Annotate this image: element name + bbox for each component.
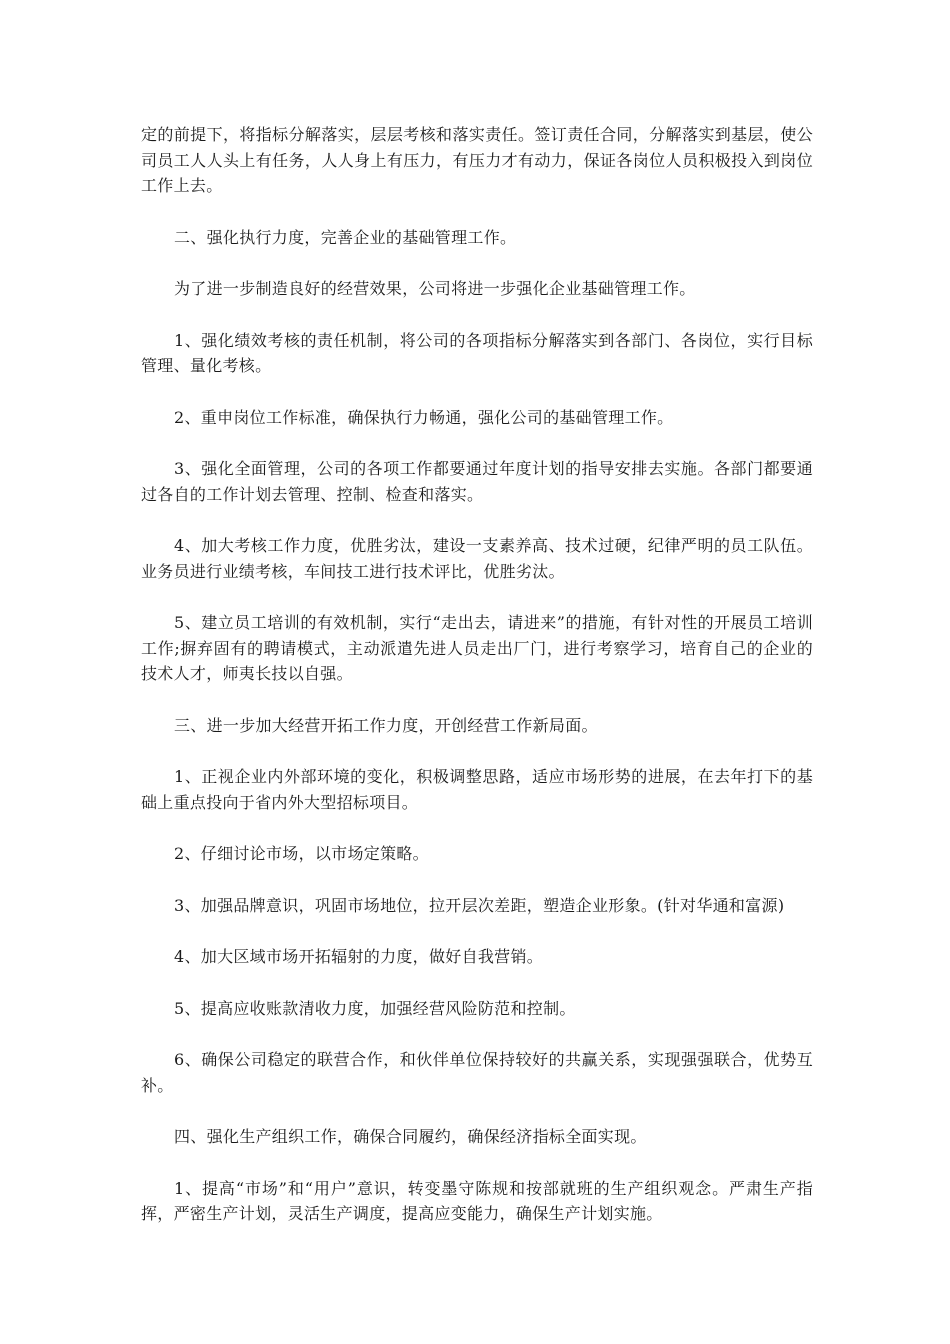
list-item: 2、重申岗位工作标准，确保执行力畅通，强化公司的基础管理工作。 — [174, 407, 674, 427]
list-item: 4、加大考核工作力度，优胜劣汰，建设一支素养高、技术过硬，纪律严明的员工队伍。业务员进行业绩考核，车间技工进行技术评比，优胜劣汰。 — [141, 536, 813, 581]
section-heading-4: 四、强化生产组织工作，确保合同履约，确保经济指标全面实现。 — [174, 1127, 647, 1146]
list-item: 1、强化绩效考核的责任机制，将公司的各项指标分解落实到各部门、各岗位，实行目标管理、量化考核。 — [141, 330, 813, 375]
list-item: 1、提高“市场”和“用户”意识，转变墨守陈规和按部就班的生产组织观念。严肃生产指挥，严密生产计划，灵活生产调度，提高应变能力，确保生产计划实施。 — [141, 1178, 813, 1223]
section-heading-3: 三、进一步加大经营开拓工作力度，开创经营工作新局面。 — [174, 715, 598, 735]
list-item: 6、确保公司稳定的联营合作，和伙伴单位保持较好的共赢关系，实现强强联合，优势互补。 — [141, 1050, 813, 1095]
list-item: 5、建立员工培训的有效机制，实行“走出去，请进来”的措施，有针对性的开展员工培训工作;摒弃固有的聘请模式，主动派遣先进人员走出厂门，进行考察学习，培育自己的企业的技术人才，师夷长技以自强。 — [141, 613, 813, 683]
document-body — [141, 122, 813, 1253]
paragraph: 为了进一步制造良好的经营效果，公司将进一步强化企业基础管理工作。 — [174, 279, 696, 298]
list-item: 4、加大区域市场开拓辐射的力度，做好自我营销。 — [174, 947, 544, 966]
list-item: 3、加强品牌意识，巩固市场地位，拉开层次差距，塑造企业形象。(针对华通和富源) — [174, 895, 785, 915]
paragraph-continuation: 定的前提下，将指标分解落实，层层考核和落实责任。签订责任合同，分解落实到基层，使公司员工人人头上有任务，人人身上有压力，有压力才有动力，保证各岗位人员积极投入到岗位工作上去。 — [141, 125, 813, 195]
list-item: 5、提高应收账款清收力度，加强经营风险防范和控制。 — [174, 998, 576, 1018]
list-item: 3、强化全面管理，公司的各项工作都要通过年度计划的指导安排去实施。各部门都要通过各自的工作计划去管理、控制、检查和落实。 — [141, 459, 813, 504]
section-heading-2: 二、强化执行力度，完善企业的基础管理工作。 — [174, 227, 517, 247]
list-item: 1、正视企业内外部环境的变化，积极调整思路，适应市场形势的进展，在去年打下的基础上重点投向于省内外大型招标项目。 — [141, 767, 813, 812]
list-item: 2、仔细讨论市场，以市场定策略。 — [174, 844, 429, 863]
